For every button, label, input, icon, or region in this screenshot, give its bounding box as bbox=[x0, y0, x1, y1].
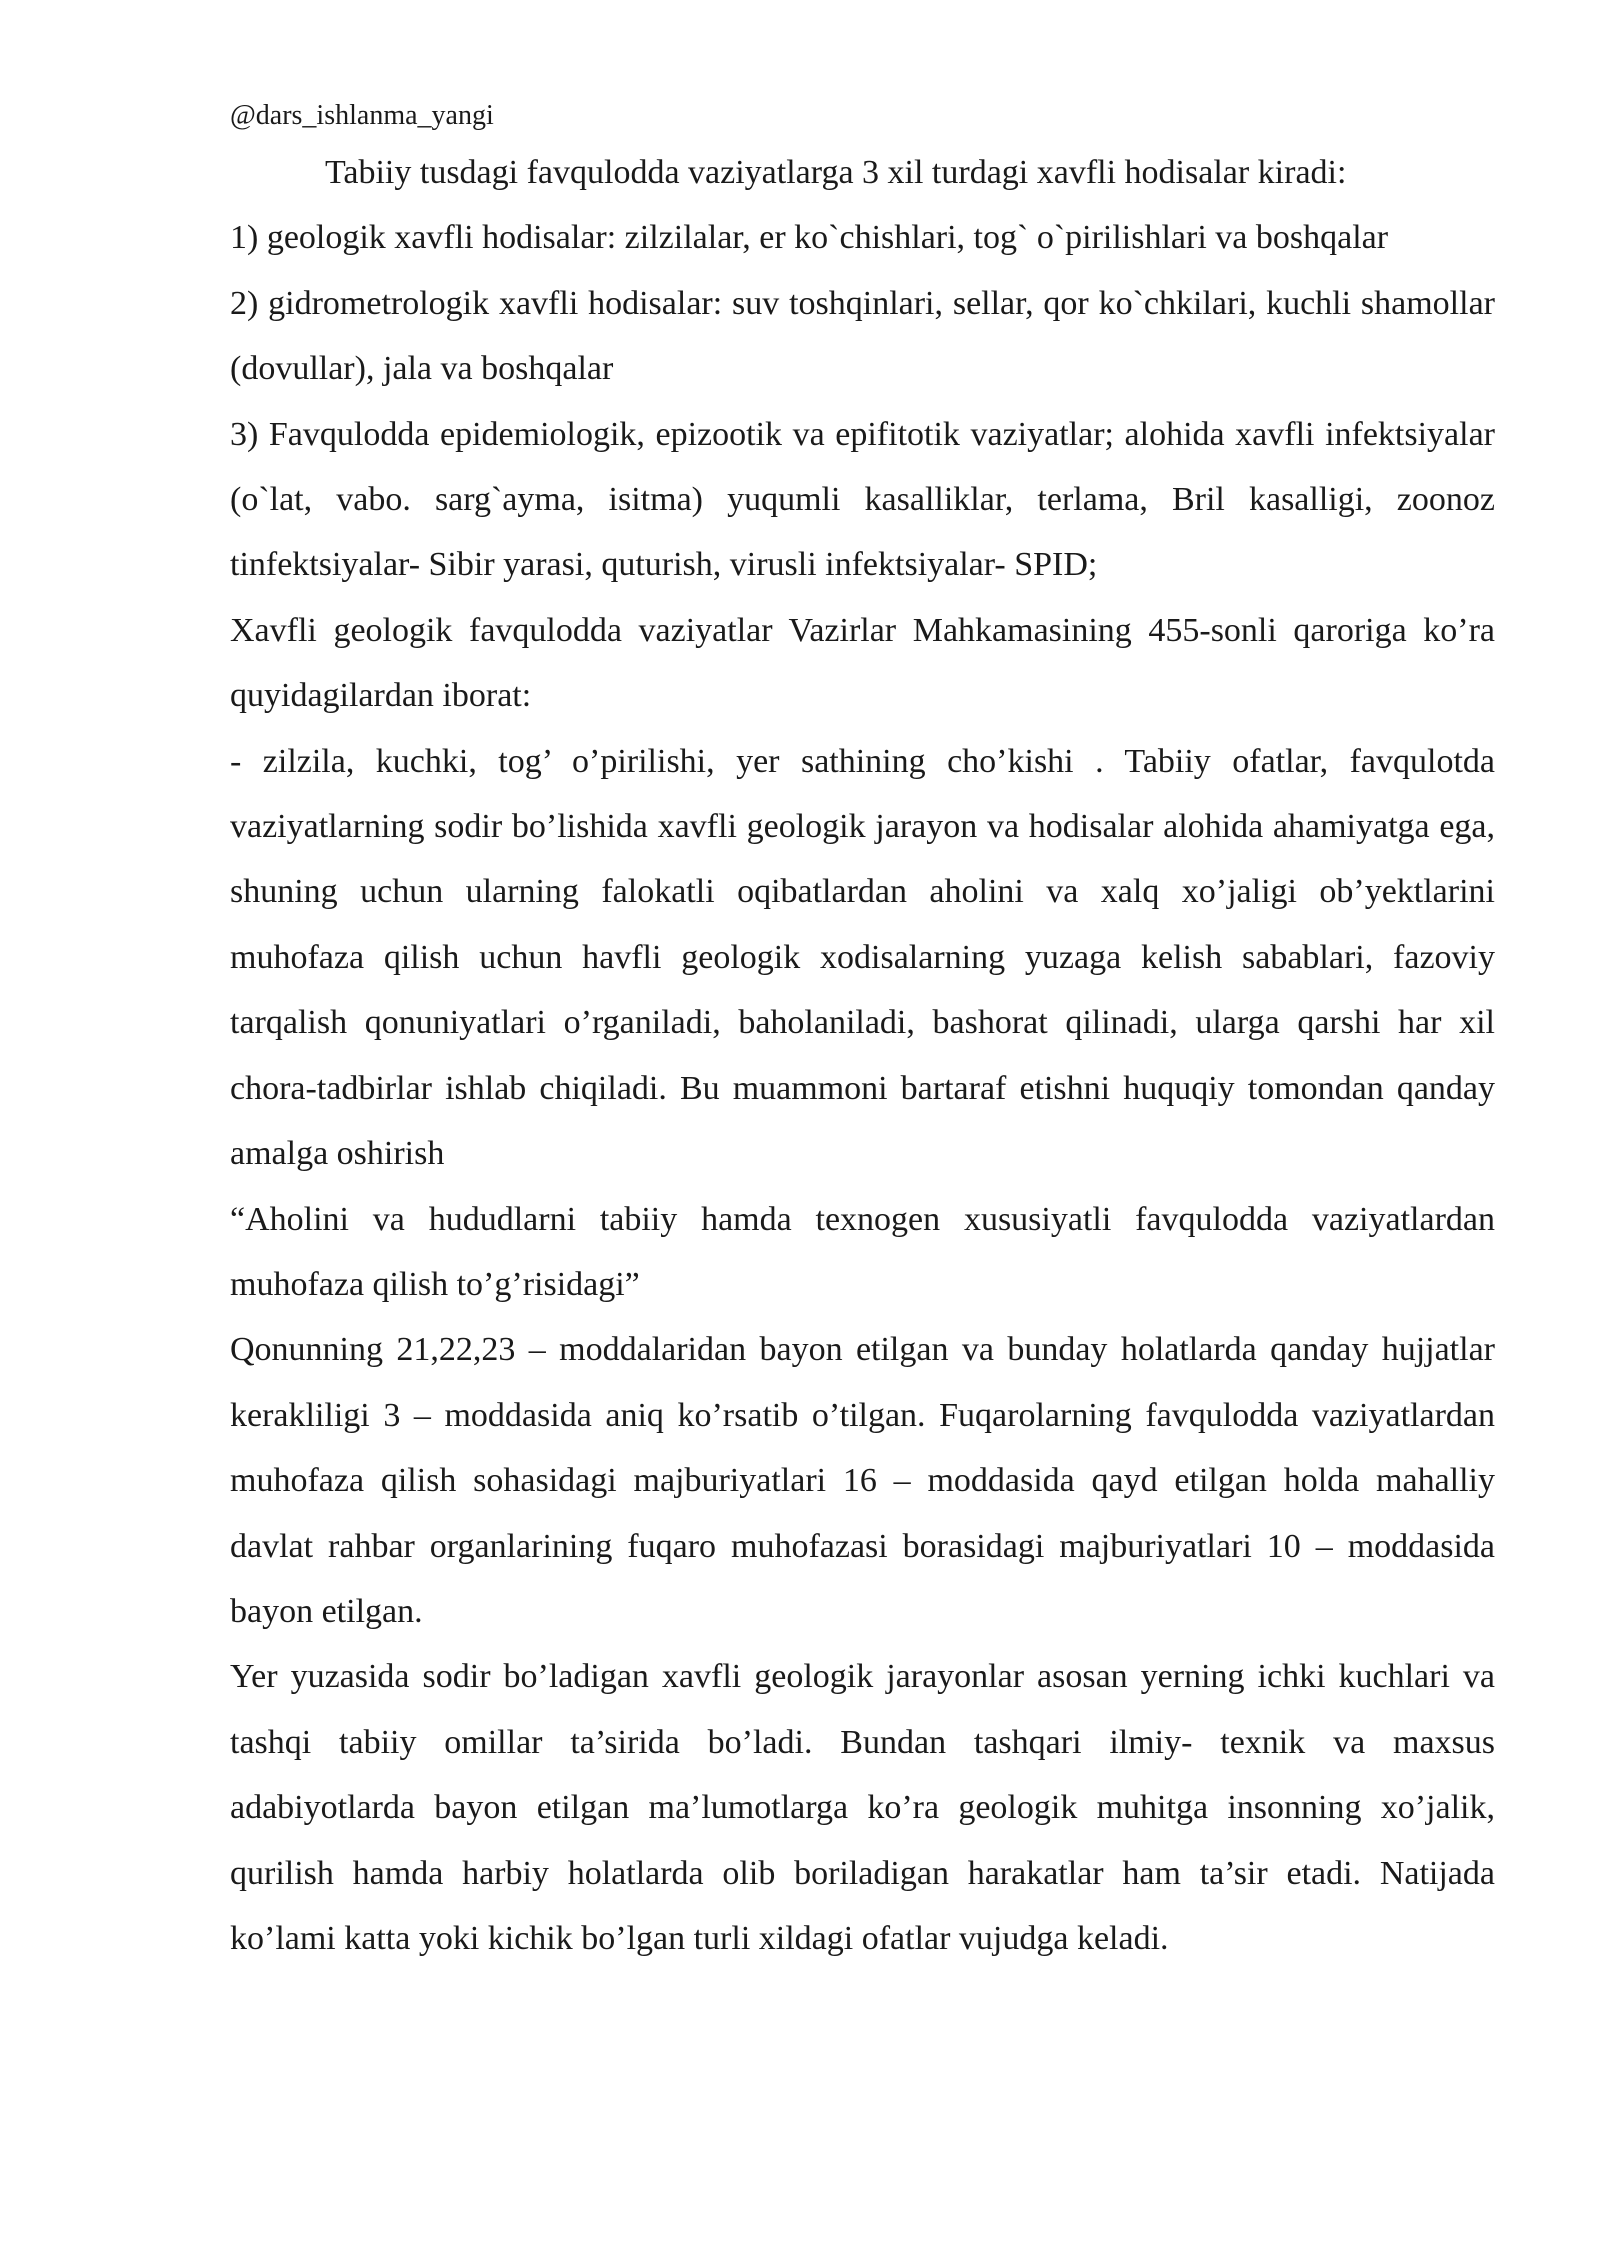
channel-handle: @dars_ishlanma_yangi bbox=[230, 100, 494, 131]
list-item-epidemiologic: 3) Favqulodda epidemiologik, epizootik va epifitotik vaziyatlar; alohida xavfli infektsiyalar (o`lat, vabo. sarg`ayma, isitma) yuqumli kasalliklar, terlama, Bril kasalligi, zoonoz tinfektsiyalar- Sibir yarasi, quturish, virusli infektsiyalar- SPID; bbox=[230, 415, 1495, 584]
paragraph-law-articles: Qonunning 21,22,23 – moddalaridan bayon etilgan va bunday holatlarda qanday hujjatlar kerakliligi 3 – moddasida aniq ko’rsatib o’tilgan. Fuqarolarning favqulodda vaziyatlardan muhofaza qilish sohasidagi majburiyatlari 16 – moddasida qayd etilgan holda mahalliy davlat rahbar organlarining fuqaro muhofazasi borasidagi majburiyatlari 10 – moddasida bayon etilgan. bbox=[230, 1331, 1495, 1630]
paragraph-natural-disasters: - zilzila, kuchki, tog’ o’pirilishi, yer sathining cho’kishi . Tabiiy ofatlar, favqulotda vaziyatlarning sodir bo’lishida xavfli geologik jarayon va hodisalar alohida ahamiyatga ega, shuning uchun ularning falokatli oqibatlardan aholini va xalq xo’jaligi ob’yektlarini muhofaza qilish uchun havfli geologik xodisalarning yuzaga kelish sabablari, fazoviy tarqalish qonuniyatlari o’rganiladi, baholaniladi, bashorat qilinadi, ularga qarshi har xil chora-tadbirlar ishlab chiqiladi. Bu muammoni bartaraf etishni huquqiy tomondan qanday amalga oshirish bbox=[230, 742, 1495, 1173]
paragraph-geologic-processes: Yer yuzasida sodir bo’ladigan xavfli geologik jarayonlar asosan yerning ichki kuchlari va tashqi tabiiy omillar ta’sirida bo’ladi. Bundan tashqari ilmiy- texnik va maxsus adabiyotlarda bayon etilgan ma’lumotlarga ko’ra geologik muhitga insonning xo’jalik, qurilish hamda harbiy holatlarda olib boriladigan harakatlar ham ta’sir etadi. Natijada ko’lami katta yoki kichik bo’lgan turli xildagi ofatlar vujudga keladi. bbox=[230, 1658, 1495, 1957]
list-item-geologic: 1) geologik xavfli hodisalar: zilzilalar, er ko`chishlari, tog` o`pirilishlari va boshqalar bbox=[230, 219, 1389, 257]
intro-paragraph: Tabiiy tusdagi favqulodda vaziyatlarga 3 xil turdagi xavfli hodisalar kiradi: bbox=[325, 154, 1347, 191]
paragraph-law-title: “Aholini va hududlarni tabiiy hamda texnogen xususiyatli favqulodda vaziyatlardan muhofaza qilish to’g’risidagi” bbox=[230, 1200, 1495, 1303]
list-item-hydrometeorologic: 2) gidrometrologik xavfli hodisalar: suv toshqinlari, sellar, qor ko`chkilari, kuchli shamollar (dovullar), jala va boshqalar bbox=[230, 284, 1495, 388]
paragraph-geologic-emergencies: Xavfli geologik favqulodda vaziyatlar Vazirlar Mahkamasining 455-sonli qaroriga ko’ra quyidagilardan iborat: bbox=[230, 611, 1495, 715]
document-body bbox=[230, 140, 1495, 1971]
